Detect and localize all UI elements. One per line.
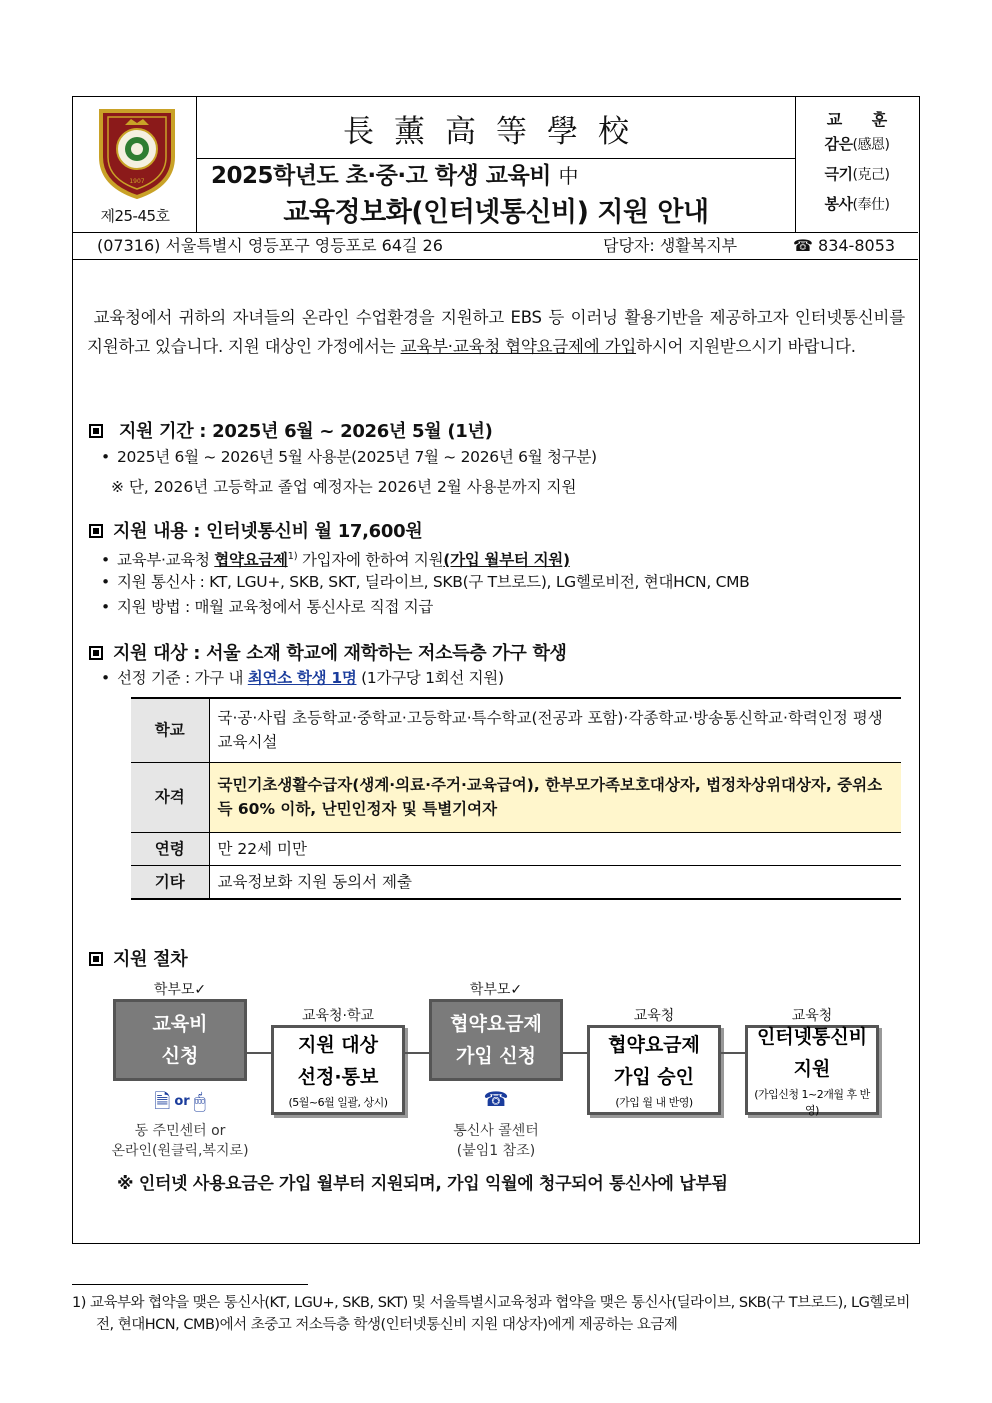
period-bullet: • 2025년 6월 ~ 2026년 5월 사용분(2025년 7월 ~ 2026년 6월 청구분) — [101, 448, 597, 466]
intro-underline: 교육부·교육청 협약요금제에 가입 — [400, 337, 637, 356]
motto-item: 봉사(奉仕) — [824, 195, 890, 213]
document-frame — [72, 96, 920, 1244]
square-bullet-icon — [89, 646, 103, 660]
table-row: 자격 국민기초생활수급자(생계·의료·주거·교육급여), 한부모가족보호대상자, 법정차상위대상자, 중위소득 60% 이하, 난민인정자 및 특별기여자 — [131, 762, 901, 832]
content-bullet-1: • 교육부·교육청 협약요금제$^{1)}$ 가입자에 한하여 지원(가입 월부터 지원) — [101, 551, 570, 570]
eligibility-table — [131, 697, 901, 900]
content-bullet-3: • 지원 방법 : 매월 교육청에서 통신사로 직접 지급 — [101, 598, 434, 616]
youngest-student-highlight: 최연소 학생 1명 — [247, 669, 357, 687]
footnote: 1) 교육부와 협약을 맺은 통신사(KT, LGU+, SKB, SKT) 및 서울특별시교육청과 협약을 맺은 통신사(딜라이브, SKB(구 T브로드), LG헬로비전, 현대HCN, CMB)에서 초중고 저소득층 학생(인터넷통신비 지원 대상자)에게 제공하는 요금제 — [72, 1295, 910, 1333]
address-row — [73, 233, 918, 260]
subtitle-1 — [211, 159, 578, 193]
step-1-actor: 학부모✓ — [153, 982, 207, 998]
connector — [721, 1052, 745, 1054]
table-row: 학교 국·공·사립 초등학교·중학교·고등학교·특수학교(전공과 포함)·각종학교·방송통신학교·학력인정 평생교육시설 — [131, 698, 901, 762]
connector — [405, 1052, 429, 1054]
square-bullet-icon — [89, 524, 103, 538]
content-heading: 지원 내용 : 인터넷통신비 월 17,600원 — [89, 517, 422, 543]
target-bullet: • 선정 기준 : 가구 내 최연소 학생 1명 (1가구당 1회선 지원) — [101, 669, 504, 687]
mouse-icon: 🖱 — [193, 1089, 206, 1113]
period-note: ※ 단, 2026년 고등학교 졸업 예정자는 2026년 2월 사용분까지 지원 — [111, 478, 577, 496]
step-1-box: 교육비 신청 — [113, 999, 247, 1081]
title-cell — [197, 97, 795, 233]
doc-number: 제25-45호 — [100, 207, 170, 225]
school-emblem-icon — [95, 105, 179, 199]
step-3-actor: 학부모✓ — [469, 982, 523, 998]
subtitle-2: 교육정보화(인터넷통신비) 지원 안내 — [283, 197, 709, 228]
step-3-caption: 통신사 콜센터 (붙임1 참조) — [453, 1123, 539, 1159]
intro-paragraph: 교육청에서 귀하의 자녀들의 온라인 수업환경을 지원하고 EBS 등 이러닝 활용기반을 제공하고자 인터넷통신비를 지원하고 있습니다. 지원 대상인 가정에서는 교육부·교육청 협약요금제에 가입하시어 지원받으시기 바랍니다. — [87, 308, 906, 356]
connector — [247, 1052, 271, 1054]
motto-title: 교 훈 — [826, 110, 900, 129]
motto-item: 극기(克己) — [824, 165, 890, 183]
motto-cell — [795, 97, 918, 233]
table-row: 기타 교육정보화 지원 동의서 제출 — [131, 865, 901, 899]
footnote-divider — [72, 1284, 308, 1285]
content-bullet-2: • 지원 통신사 : KT, LGU+, SKB, SKT, 딜라이브, SKB(구 T브로드), LG헬로비전, 현대HCN, CMB — [101, 573, 750, 591]
step-5-actor: 교육청 — [791, 1008, 833, 1024]
table-row: 연령 만 22세 미만 — [131, 832, 901, 865]
procedure-note: ※ 인터넷 사용요금은 가입 월부터 지원되며, 가입 익월에 청구되어 통신사에 납부됨 — [117, 1174, 728, 1194]
apply-method-icons: 🗎 or 🖱 — [154, 1089, 206, 1113]
period-heading: 지원 기간 : 2025년 6월 ~ 2026년 5월 (1년) — [89, 417, 493, 443]
step-1-caption: 동 주민센터 or 온라인(원클릭,복지로) — [111, 1123, 249, 1159]
phone-number: ☎ 834-8053 — [793, 236, 896, 255]
header — [73, 97, 918, 233]
school-name: 長薰高等學校 — [197, 105, 795, 159]
step-3-box: 협약요금제 가입 신청 — [429, 999, 563, 1081]
step-4-actor: 교육청 — [633, 1008, 675, 1024]
contact-person: 담당자: 생활복지부 — [603, 236, 738, 255]
connector — [563, 1052, 587, 1054]
step-2-actor: 교육청·학교 — [301, 1008, 375, 1024]
logo-cell — [73, 97, 197, 233]
procedure-heading: 지원 절차 — [89, 945, 187, 971]
svg-text:1907: 1907 — [129, 178, 145, 185]
step-4-box: 협약요금제 가입 승인 (가입 월 내 반영) — [587, 1025, 721, 1115]
square-bullet-icon — [89, 424, 103, 438]
school-address: (07316) 서울특별시 영등포구 영등포로 64길 26 — [97, 236, 443, 255]
subtitle-1-text: 2025학년도 초·중·고 학생 교육비 — [211, 163, 551, 189]
square-bullet-icon — [89, 952, 103, 966]
step-2-box: 지원 대상 선정·통보 (5월~6월 일괄, 상시) — [271, 1025, 405, 1115]
telephone-icon: ☎ — [483, 1087, 509, 1111]
step-5-box: 인터넷통신비 지원 (가입신청 1~2개월 후 반영) — [745, 1025, 879, 1115]
subtitle-1-suffix: 中 — [558, 164, 578, 188]
target-heading: 지원 대상 : 서울 소재 학교에 재학하는 저소득층 가구 학생 — [89, 639, 567, 665]
document-icon: 🗎 — [154, 1089, 171, 1113]
motto-item: 감은(感恩) — [824, 135, 890, 153]
